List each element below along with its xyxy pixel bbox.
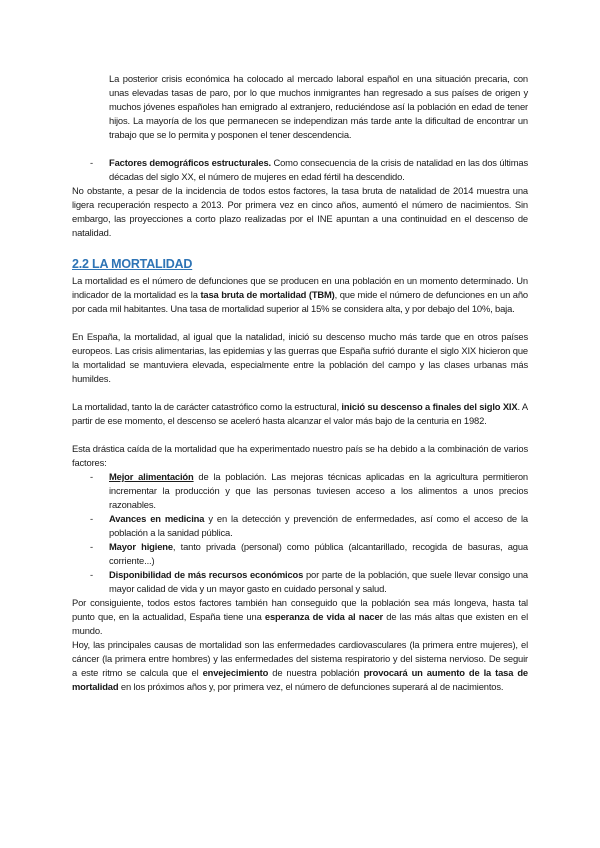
bullet-text: Como consecuencia de la crisis de natalidad en las dos últimas décadas del siglo XX, el número de mujeres en edad fértil ha descendido.	[109, 157, 528, 182]
factor-text: y en la detección y prevención de enfermedades, así como el acceso de la población a la sanidad pública.	[109, 513, 528, 538]
factor-term: Mejor alimentación	[109, 471, 194, 482]
text-run: Por consiguiente, todos estos factores también han conseguido que la población sea más longeva, hasta tal punto que, en la actualidad, España tiene una	[72, 597, 528, 622]
term-ageing: envejecimiento	[202, 667, 269, 678]
list-item	[72, 568, 528, 596]
term-mortality-increase: provocará un aumento de la tasa de mortalidad	[72, 667, 528, 692]
factor-term: Mayor higiene	[109, 541, 173, 552]
bullet-list-natality	[72, 156, 528, 184]
factor-text: de la población. Las mejoras técnicas aplicadas en la agricultura permitieron incrementar la producción y que las personas tuviesen acceso a los alimentos a unos precios razonables.	[109, 471, 528, 510]
paragraph-mortality-causes	[72, 638, 528, 694]
section-heading: 2.2 LA MORTALIDAD	[72, 257, 193, 271]
paragraph-mortality-definition	[72, 274, 528, 316]
text-run: La mortalidad es el número de defunciones que se producen en una población en un momento determinado. Un indicador de la mortalidad es la	[72, 275, 528, 300]
text-run: en los próximos años y, por primera vez, el número de defunciones superará al de nacimientos.	[118, 681, 504, 692]
text-run: de nuestra población	[268, 667, 364, 678]
paragraph-life-expectancy	[72, 596, 528, 638]
paragraph-factors-intro: Esta drástica caída de la mortalidad que ha experimentado nuestro país se ha debido a la combinación de varios factores:	[72, 443, 528, 468]
paragraph-economic-crisis: La posterior crisis económica ha colocado al mercado laboral español en una situación precaria, con unas elevadas tasas de paro, por lo que muchos inmigrantes han regresado a sus países de origen y muchos jóvenes españoles han emigrado al extranjero, reduciéndose así la población en edad de tener hijos. La mayoría de los que permanecen se independizan más tarde ante la dificultad de encontrar un trabajo que se lo permita y posponen el tener descendencia.	[109, 73, 528, 140]
emphasis-decline: inició su descenso a finales del siglo XIX	[341, 401, 518, 412]
text-run: de las más altas que existen en el mundo.	[72, 611, 528, 636]
text-run: , que mide el número de defunciones en un año por cada mil habitantes. Una tasa de mortalidad superior al 15% se considera alta, y por debajo del 10%, baja.	[72, 289, 528, 314]
text-run: . A partir de ese momento, el descenso se aceleró hasta alcanzar el valor más bajo de la centuria en 1982.	[72, 401, 528, 426]
list-item	[72, 470, 528, 512]
term-tbm: tasa bruta de mortalidad (TBM)	[200, 289, 335, 300]
bullet-term: Factores demográficos estructurales.	[109, 157, 271, 168]
factor-text: , tanto privada (personal) como pública (alcantarillado, recogida de basuras, agua corriente...)	[109, 541, 528, 566]
factor-term: Avances en medicina	[109, 513, 205, 524]
factor-term: Disponibilidad de más recursos económicos	[109, 569, 304, 580]
text-run: La mortalidad, tanto la de carácter catastrófico como la estructural,	[72, 401, 342, 412]
text-run: Hoy, las principales causas de mortalidad son las enfermedades cardiovasculares (la primera entre mujeres), el cáncer (la primera entre hombres) y las enfermedades del sistema respiratorio y del sistema nervioso. De seguir a este ritmo se calcula que el	[72, 639, 528, 678]
list-item	[72, 156, 528, 184]
factor-text: por parte de la población, que suele llevar consigo una mayor calidad de vida y un mayor gasto en cuidado personal y salud.	[109, 569, 528, 594]
factors-list	[72, 470, 528, 596]
paragraph-natality-recovery: No obstante, a pesar de la incidencia de todos estos factores, la tasa bruta de natalidad de 2014 muestra una ligera recuperación respecto a 2013. Por primera vez en cinco años, aumentó el número de nacimientos. Sin embargo, las proyecciones a corto plazo realizadas por el INE apuntan a una continuidad en el descenso de natalidad.	[72, 185, 528, 238]
list-item	[72, 540, 528, 568]
paragraph-spain-mortality: En España, la mortalidad, al igual que la natalidad, inició su descenso mucho más tarde que en otros países europeos. Las crisis alimentarias, las epidemias y las guerras que España sufrió durante el siglo XIX hicieron que la mortalidad se mantuviera elevada, especialmente entre la población del campo y las clases urbanas más humildes.	[72, 331, 528, 384]
list-item	[72, 512, 528, 540]
term-life-expectancy: esperanza de vida al nacer	[264, 611, 384, 622]
paragraph-mortality-decline	[72, 400, 528, 428]
document-body	[72, 72, 528, 694]
